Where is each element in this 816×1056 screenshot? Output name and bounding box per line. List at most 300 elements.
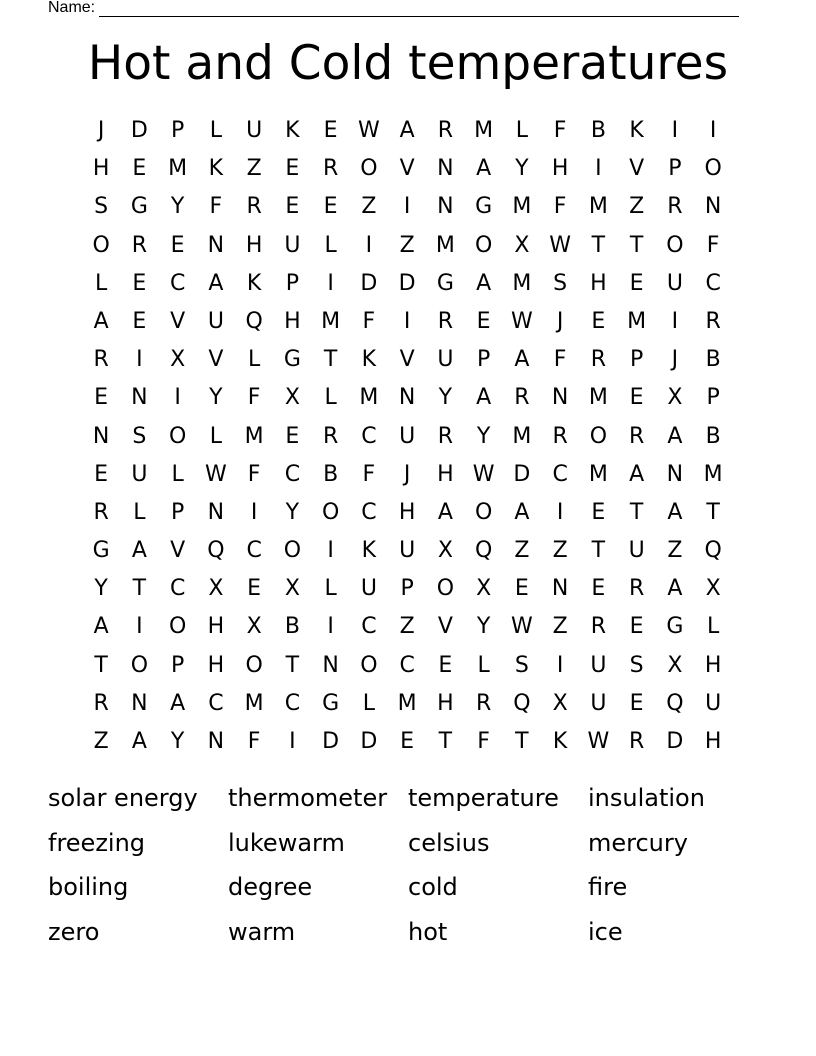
grid-letter[interactable]: C	[246, 538, 262, 564]
grid-letter[interactable]: I	[327, 614, 334, 640]
grid-letter[interactable]: R	[552, 423, 568, 449]
grid-letter[interactable]: N	[398, 385, 416, 411]
grid-letter[interactable]: Z	[552, 538, 568, 564]
grid-letter[interactable]: O	[130, 652, 149, 678]
grid-letter[interactable]: F	[362, 308, 376, 334]
grid-letter[interactable]: I	[136, 614, 143, 640]
grid-letter[interactable]: O	[168, 423, 187, 449]
grid-letter[interactable]: V	[629, 156, 645, 182]
grid-letter[interactable]: C	[705, 270, 721, 296]
grid-letter[interactable]: B	[284, 614, 300, 640]
grid-letter[interactable]: C	[169, 576, 186, 602]
grid-letter[interactable]: N	[207, 499, 225, 525]
grid-letter[interactable]: W	[549, 232, 571, 258]
grid-letter[interactable]: I	[556, 499, 564, 525]
name-blank-line[interactable]	[99, 1, 739, 17]
grid-letter[interactable]: F	[553, 194, 567, 220]
grid-letter[interactable]: O	[245, 652, 263, 678]
grid-letter[interactable]: U	[628, 538, 645, 564]
grid-letter[interactable]: R	[628, 729, 645, 754]
grid-letter[interactable]: I	[289, 729, 296, 754]
grid-letter[interactable]: Q	[704, 538, 722, 564]
grid-letter[interactable]: Y	[438, 385, 453, 411]
grid-letter[interactable]: R	[437, 308, 454, 334]
grid-letter[interactable]: E	[170, 232, 185, 258]
grid-letter[interactable]: X	[667, 385, 683, 411]
grid-letter[interactable]: A	[476, 270, 492, 296]
grid-letter[interactable]: Q	[666, 690, 684, 716]
grid-letter[interactable]: E	[132, 308, 147, 334]
grid-letter[interactable]: F	[247, 729, 261, 754]
grid-letter[interactable]: M	[359, 385, 379, 411]
word-list-item: boiling	[48, 873, 129, 902]
grid-letter[interactable]: Z	[361, 194, 377, 220]
word-list-item: mercury	[588, 828, 688, 857]
grid-letter[interactable]: H	[590, 270, 607, 296]
grid-letter[interactable]: A	[667, 423, 683, 449]
grid-letter[interactable]: X	[552, 690, 568, 716]
grid-letter[interactable]: X	[667, 652, 683, 678]
grid-letter[interactable]: X	[437, 538, 453, 564]
grid-letter[interactable]: A	[93, 614, 109, 640]
grid-letter[interactable]: R	[131, 232, 148, 258]
grid-letter[interactable]: A	[170, 690, 186, 716]
grid-letter[interactable]: J	[97, 118, 105, 143]
grid-letter[interactable]: H	[704, 652, 722, 678]
grid-letter[interactable]: E	[400, 729, 415, 754]
grid-letter[interactable]: D	[666, 729, 684, 754]
grid-letter[interactable]: N	[131, 385, 148, 411]
grid-letter[interactable]: C	[399, 652, 415, 678]
grid-letter[interactable]: L	[324, 576, 337, 602]
grid-letter[interactable]: C	[284, 461, 301, 487]
grid-letter[interactable]: E	[94, 385, 109, 411]
grid-letter[interactable]: I	[671, 308, 679, 334]
grid-letter[interactable]: D	[360, 270, 378, 296]
grid-letter[interactable]: R	[93, 690, 109, 716]
grid-letter[interactable]: H	[207, 614, 225, 640]
grid-letter[interactable]: G	[283, 347, 301, 373]
grid-letter[interactable]: R	[628, 576, 645, 602]
grid-letter[interactable]: C	[361, 423, 377, 449]
grid-letter[interactable]: E	[132, 156, 147, 182]
grid-letter[interactable]: N	[131, 690, 148, 716]
grid-letter[interactable]: G	[666, 614, 684, 640]
grid-letter[interactable]: N	[704, 194, 722, 220]
grid-letter[interactable]: X	[514, 232, 530, 258]
grid-letter[interactable]: R	[322, 423, 339, 449]
grid-letter[interactable]: K	[361, 538, 377, 564]
grid-letter[interactable]: Y	[476, 423, 491, 449]
grid-letter[interactable]: O	[168, 614, 187, 640]
grid-letter[interactable]: D	[360, 729, 378, 754]
grid-letter[interactable]: T	[94, 652, 108, 678]
grid-letter[interactable]: E	[591, 576, 606, 602]
grid-letter[interactable]: W	[510, 614, 533, 640]
grid-letter[interactable]: U	[399, 423, 416, 449]
grid-letter[interactable]: P	[285, 270, 300, 296]
grid-letter[interactable]: R	[475, 690, 492, 716]
grid-letter[interactable]: N	[207, 729, 225, 754]
grid-letter[interactable]: H	[92, 156, 110, 182]
grid-letter[interactable]: H	[245, 232, 263, 258]
grid-letter[interactable]: U	[399, 538, 416, 564]
grid-letter[interactable]: Y	[170, 729, 185, 754]
grid-letter[interactable]: Z	[246, 156, 262, 182]
grid-letter[interactable]: M	[321, 308, 341, 334]
grid-letter[interactable]: R	[628, 423, 645, 449]
grid-letter[interactable]: E	[591, 308, 606, 334]
grid-letter[interactable]: U	[207, 308, 224, 334]
grid-letter[interactable]: E	[629, 385, 644, 411]
grid-letter[interactable]: F	[247, 461, 261, 487]
grid-letter[interactable]: I	[327, 270, 334, 296]
grid-letter[interactable]: V	[170, 308, 186, 334]
grid-letter[interactable]: R	[93, 499, 109, 525]
grid-letter[interactable]: J	[403, 461, 411, 487]
grid-letter[interactable]: E	[629, 690, 644, 716]
grid-letter[interactable]: M	[588, 461, 608, 487]
grid-letter[interactable]: Z	[629, 194, 645, 220]
grid-letter[interactable]: U	[131, 461, 148, 487]
grid-letter[interactable]: E	[438, 652, 453, 678]
grid-letter[interactable]: Y	[476, 614, 491, 640]
grid-letter[interactable]: M	[397, 690, 417, 716]
grid-letter[interactable]: M	[588, 385, 608, 411]
grid-letter[interactable]: G	[436, 270, 454, 296]
grid-letter[interactable]: E	[323, 118, 338, 143]
grid-letter[interactable]: X	[246, 614, 262, 640]
grid-letter[interactable]: E	[285, 156, 300, 182]
grid-letter[interactable]: E	[629, 614, 644, 640]
grid-letter[interactable]: L	[209, 423, 222, 449]
word-list-item: thermometer	[228, 784, 388, 812]
grid-letter[interactable]: T	[706, 499, 720, 525]
grid-letter[interactable]: P	[400, 576, 414, 602]
grid-letter[interactable]: W	[357, 118, 380, 143]
grid-letter[interactable]: C	[361, 499, 377, 525]
grid-letter[interactable]: M	[512, 423, 532, 449]
word-list-item: fire	[588, 873, 628, 902]
grid-letter[interactable]: U	[590, 652, 607, 678]
grid-letter[interactable]: P	[170, 652, 185, 678]
grid-letter[interactable]: V	[399, 347, 415, 373]
grid-letter[interactable]: P	[629, 347, 644, 373]
grid-letter[interactable]: T	[629, 232, 644, 258]
grid-letter[interactable]: P	[170, 499, 185, 525]
grid-letter[interactable]: R	[246, 194, 262, 220]
grid-letter[interactable]: M	[588, 194, 608, 220]
grid-letter[interactable]: U	[666, 270, 683, 296]
grid-letter[interactable]: R	[322, 156, 339, 182]
grid-letter[interactable]: M	[244, 690, 264, 716]
grid-letter[interactable]: N	[322, 652, 339, 678]
word-list-item: cold	[408, 873, 458, 902]
grid-letter[interactable]: P	[668, 156, 682, 182]
grid-letter[interactable]: N	[207, 232, 225, 258]
grid-letter[interactable]: L	[94, 270, 108, 296]
grid-letter[interactable]: X	[705, 576, 721, 602]
grid-letter[interactable]: K	[285, 118, 300, 143]
grid-letter[interactable]: O	[474, 232, 493, 258]
grid-letter[interactable]: X	[284, 385, 300, 411]
grid-letter[interactable]: Z	[93, 729, 109, 754]
grid-letter[interactable]: A	[131, 729, 147, 754]
grid-letter[interactable]: A	[667, 576, 683, 602]
grid-letter[interactable]: Q	[207, 538, 225, 564]
grid-letter[interactable]: K	[629, 118, 644, 143]
grid-letter[interactable]: O	[321, 499, 340, 525]
grid-letter[interactable]: H	[437, 461, 454, 487]
grid-letter[interactable]: H	[284, 308, 301, 334]
grid-letter[interactable]: C	[169, 270, 186, 296]
grid-letter[interactable]: O	[474, 499, 493, 525]
grid-letter[interactable]: O	[704, 156, 722, 182]
grid-letter[interactable]: S	[514, 652, 529, 678]
grid-letter[interactable]: U	[246, 118, 263, 143]
grid-letter[interactable]: I	[709, 118, 717, 143]
grid-letter[interactable]: V	[170, 538, 186, 564]
grid-letter[interactable]: N	[551, 385, 569, 411]
grid-letter[interactable]: M	[435, 232, 455, 258]
grid-letter[interactable]: O	[589, 423, 608, 449]
grid-letter[interactable]: Z	[667, 538, 683, 564]
grid-letter[interactable]: A	[667, 499, 683, 525]
grid-letter[interactable]: K	[361, 347, 377, 373]
grid-letter[interactable]: U	[437, 347, 454, 373]
grid-letter[interactable]: R	[667, 194, 683, 220]
grid-letter[interactable]: W	[204, 461, 227, 487]
grid-letter[interactable]: C	[208, 690, 224, 716]
grid-letter[interactable]: I	[365, 232, 373, 258]
grid-letter[interactable]: N	[551, 576, 569, 602]
grid-letter[interactable]: I	[403, 308, 411, 334]
grid-letter[interactable]: U	[705, 690, 722, 716]
grid-letter[interactable]: M	[512, 270, 532, 296]
grid-letter[interactable]: Q	[474, 538, 493, 564]
grid-letter[interactable]: N	[437, 156, 454, 182]
grid-letter[interactable]: F	[553, 118, 567, 143]
grid-letter[interactable]: K	[208, 156, 224, 182]
grid-letter[interactable]: R	[93, 347, 109, 373]
grid-letter[interactable]: X	[208, 576, 224, 602]
grid-letter[interactable]: K	[246, 270, 262, 296]
grid-letter[interactable]: A	[514, 499, 530, 525]
grid-letter[interactable]: V	[399, 156, 415, 182]
grid-letter[interactable]: L	[324, 385, 337, 411]
grid-letter[interactable]: Q	[513, 690, 531, 716]
grid-letter[interactable]: V	[208, 347, 224, 373]
grid-letter[interactable]: Y	[285, 499, 300, 525]
grid-letter[interactable]: O	[666, 232, 684, 258]
grid-letter[interactable]: G	[92, 538, 110, 564]
grid-letter[interactable]: N	[92, 423, 110, 449]
grid-letter[interactable]: I	[327, 538, 334, 564]
grid-letter[interactable]: Q	[245, 308, 263, 334]
grid-letter[interactable]: D	[322, 729, 340, 754]
grid-letter[interactable]: J	[556, 308, 564, 334]
grid-letter[interactable]: C	[284, 690, 301, 716]
grid-letter[interactable]: Y	[94, 576, 108, 602]
grid-letter[interactable]: T	[285, 652, 300, 678]
grid-letter[interactable]: Z	[514, 538, 530, 564]
grid-letter[interactable]: M	[703, 461, 723, 487]
grid-letter[interactable]: L	[247, 347, 261, 373]
grid-letter[interactable]: B	[705, 347, 721, 373]
grid-letter[interactable]: F	[477, 729, 490, 754]
grid-letter[interactable]: Z	[552, 614, 568, 640]
grid-letter[interactable]: L	[362, 690, 375, 716]
grid-letter[interactable]: I	[671, 118, 679, 143]
grid-letter[interactable]: C	[552, 461, 568, 487]
grid-letter[interactable]: O	[360, 156, 378, 182]
grid-letter[interactable]: G	[130, 194, 148, 220]
grid-letter[interactable]: L	[515, 118, 528, 143]
grid-letter[interactable]: M	[168, 156, 188, 182]
grid-letter[interactable]: O	[283, 538, 302, 564]
grid-letter[interactable]: B	[590, 118, 606, 143]
word-list-item: insulation	[588, 784, 705, 812]
grid-letter[interactable]: E	[94, 461, 109, 487]
grid-letter[interactable]: J	[671, 347, 679, 373]
grid-letter[interactable]: V	[437, 614, 453, 640]
grid-letter[interactable]: I	[595, 156, 602, 182]
grid-letter[interactable]: S	[553, 270, 568, 296]
grid-letter[interactable]: L	[171, 461, 184, 487]
grid-letter[interactable]: N	[666, 461, 684, 487]
grid-letter[interactable]: I	[136, 347, 143, 373]
grid-letter[interactable]: A	[437, 499, 453, 525]
grid-letter[interactable]: W	[587, 729, 610, 754]
grid-letter[interactable]: L	[133, 499, 146, 525]
grid-letter[interactable]: T	[323, 347, 338, 373]
grid-letter[interactable]: T	[132, 576, 147, 602]
grid-letter[interactable]: R	[514, 385, 530, 411]
grid-letter[interactable]: S	[94, 194, 109, 220]
grid-letter[interactable]: L	[209, 118, 222, 143]
grid-letter[interactable]: F	[553, 347, 567, 373]
grid-letter[interactable]: R	[437, 423, 454, 449]
grid-letter[interactable]: O	[436, 576, 455, 602]
grid-letter[interactable]: X	[476, 576, 492, 602]
grid-letter[interactable]: W	[510, 308, 533, 334]
grid-letter[interactable]: O	[360, 652, 378, 678]
grid-letter[interactable]: P	[706, 385, 720, 411]
grid-letter[interactable]: E	[247, 576, 262, 602]
grid-letter[interactable]: I	[174, 385, 181, 411]
grid-letter[interactable]: E	[132, 270, 147, 296]
grid-letter[interactable]: R	[590, 347, 607, 373]
grid-letter[interactable]: E	[476, 308, 491, 334]
grid-letter[interactable]: U	[284, 232, 301, 258]
grid-letter[interactable]: T	[591, 538, 606, 564]
grid-letter[interactable]: E	[285, 194, 300, 220]
grid-letter[interactable]: N	[437, 194, 454, 220]
grid-letter[interactable]: X	[170, 347, 186, 373]
grid-letter[interactable]: F	[247, 385, 261, 411]
grid-letter[interactable]: I	[556, 652, 564, 678]
grid-letter[interactable]: H	[398, 499, 416, 525]
grid-letter[interactable]: S	[132, 423, 147, 449]
grid-letter[interactable]: Y	[515, 156, 529, 182]
page-title: Hot and Cold temperatures	[87, 36, 729, 91]
grid-letter[interactable]: F	[362, 461, 376, 487]
grid-letter[interactable]: T	[591, 232, 606, 258]
grid-letter[interactable]: D	[130, 118, 148, 143]
word-list-item: lukewarm	[228, 828, 345, 857]
grid-letter[interactable]: I	[403, 194, 411, 220]
grid-letter[interactable]: C	[361, 614, 377, 640]
word-list-item: solar energy	[48, 784, 198, 812]
grid-letter[interactable]: L	[477, 652, 490, 678]
grid-letter[interactable]: R	[705, 308, 721, 334]
grid-letter[interactable]: H	[207, 652, 225, 678]
grid-letter[interactable]: R	[437, 118, 454, 143]
grid-letter[interactable]: G	[322, 690, 340, 716]
grid-letter[interactable]: R	[590, 614, 607, 640]
grid-letter[interactable]: H	[551, 156, 569, 182]
grid-letter[interactable]: T	[438, 729, 453, 754]
grid-letter[interactable]: A	[629, 461, 645, 487]
grid-letter[interactable]: M	[474, 118, 494, 143]
grid-letter[interactable]: A	[131, 538, 147, 564]
grid-letter[interactable]: K	[552, 729, 568, 754]
grid-letter[interactable]: H	[704, 729, 722, 754]
grid-letter[interactable]: W	[472, 461, 495, 487]
grid-letter[interactable]: P	[476, 347, 491, 373]
grid-letter[interactable]: H	[437, 690, 454, 716]
grid-letter[interactable]: Y	[209, 385, 223, 411]
grid-letter[interactable]: E	[323, 194, 338, 220]
grid-letter[interactable]: L	[324, 232, 337, 258]
grid-letter[interactable]: E	[285, 423, 300, 449]
word-list-item: hot	[408, 917, 448, 946]
grid-letter[interactable]: A	[514, 347, 530, 373]
grid-letter[interactable]: A	[476, 156, 492, 182]
grid-letter[interactable]: S	[629, 652, 644, 678]
grid-letter[interactable]: T	[629, 499, 644, 525]
grid-letter[interactable]: G	[475, 194, 493, 220]
grid-letter[interactable]: Y	[170, 194, 185, 220]
grid-letter[interactable]: E	[591, 499, 606, 525]
grid-letter[interactable]: L	[706, 614, 720, 640]
grid-letter[interactable]: A	[476, 385, 492, 411]
grid-letter[interactable]: I	[250, 499, 258, 525]
grid-letter[interactable]: M	[512, 194, 532, 220]
grid-letter[interactable]: D	[513, 461, 531, 487]
grid-letter[interactable]: A	[93, 308, 109, 334]
grid-letter[interactable]: D	[398, 270, 416, 296]
grid-letter[interactable]: X	[284, 576, 300, 602]
grid-letter[interactable]: U	[590, 690, 607, 716]
grid-letter[interactable]: O	[92, 232, 110, 258]
grid-letter[interactable]: T	[515, 729, 529, 754]
grid-letter[interactable]: F	[209, 194, 223, 220]
grid-letter[interactable]: A	[208, 270, 224, 296]
grid-letter[interactable]: B	[323, 461, 339, 487]
grid-letter[interactable]: M	[244, 423, 264, 449]
grid-letter[interactable]: B	[705, 423, 721, 449]
grid-letter[interactable]: E	[514, 576, 529, 602]
grid-letter[interactable]: Z	[399, 232, 415, 258]
grid-letter[interactable]: Z	[399, 614, 415, 640]
grid-letter[interactable]: M	[627, 308, 647, 334]
grid-letter[interactable]: U	[360, 576, 377, 602]
grid-letter[interactable]: F	[706, 232, 720, 258]
grid-letter[interactable]: A	[399, 118, 415, 143]
grid-letter[interactable]: E	[629, 270, 644, 296]
grid-letter[interactable]: P	[170, 118, 185, 143]
